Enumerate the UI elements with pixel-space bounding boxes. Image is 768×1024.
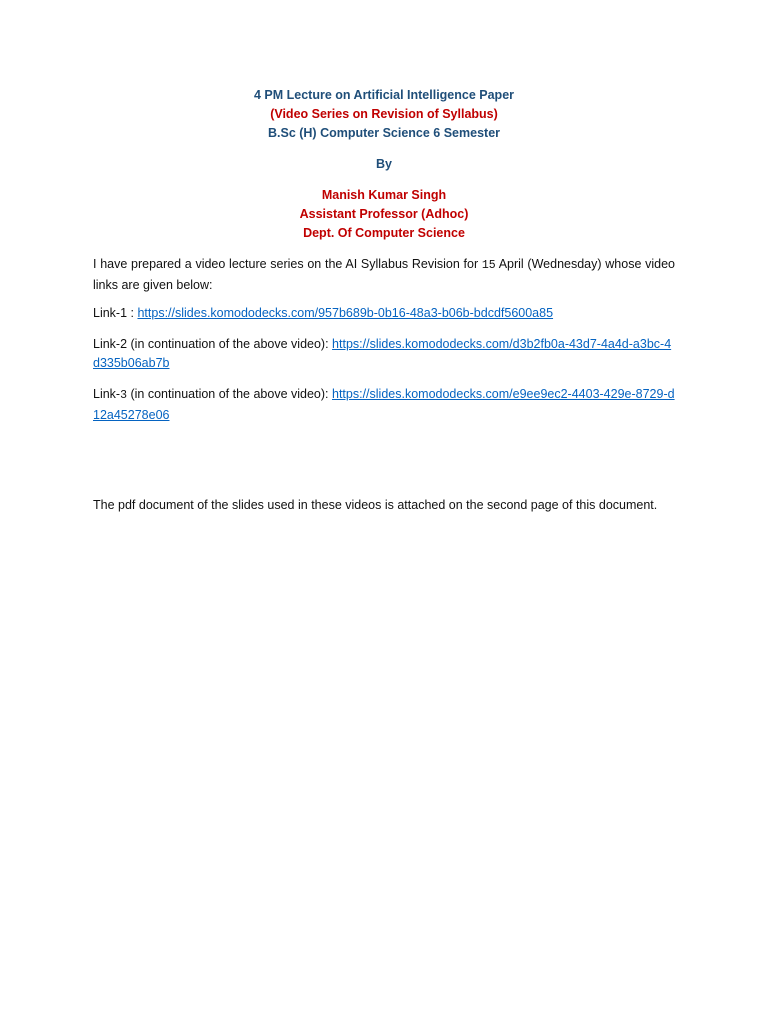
author-title: Assistant Professor (Adhoc) xyxy=(299,207,469,221)
link-1-url[interactable]: https://slides.komododecks.com/957b689b-0b16-48a3-b06b-bdcdf5600a85 xyxy=(137,306,554,320)
link-1-paragraph xyxy=(93,304,675,323)
link-2-url[interactable]: https://slides.komododecks.com/d3b2fb0a-43d7-4a4d-a3bc-4d335b06ab7b xyxy=(93,337,672,370)
by-label: By xyxy=(376,157,392,171)
author-department: Dept. Of Computer Science xyxy=(303,226,465,240)
link-3-url[interactable]: https://slides.komododecks.com/e9ee9ec2-4403-429e-8729-d12a45278e06 xyxy=(93,387,675,422)
intro-date-number: 15 xyxy=(481,259,496,272)
link-3-paragraph xyxy=(93,385,675,424)
course-name: B.Sc (H) Computer Science 6 Semester xyxy=(267,126,501,140)
link-2-label: Link-2 (in continuation of the above video): xyxy=(93,337,333,351)
document-header xyxy=(0,86,768,243)
link-3-label-suffix: (in continuation of the above video): xyxy=(127,387,332,401)
intro-paragraph xyxy=(93,255,675,294)
author-name: Manish Kumar Singh xyxy=(321,188,447,202)
intro-text-start: I have prepared a video lecture series on the AI Syllabus Revision for xyxy=(93,257,482,271)
link-2-paragraph xyxy=(93,335,675,372)
link-3-label-prefix: Link- xyxy=(93,387,121,401)
lecture-title: 4 PM Lecture on Artificial Intelligence Paper xyxy=(253,88,515,102)
intro-text-end: April (Wednesday) whose video links are given below: xyxy=(93,257,675,292)
closing-paragraph: The pdf document of the slides used in these videos is attached on the second page of this document. xyxy=(93,498,658,512)
series-subtitle: (Video Series on Revision of Syllabus) xyxy=(270,107,498,121)
link-1-label: Link-1 : xyxy=(93,306,138,320)
link-3-label-number: 3 xyxy=(120,389,127,402)
